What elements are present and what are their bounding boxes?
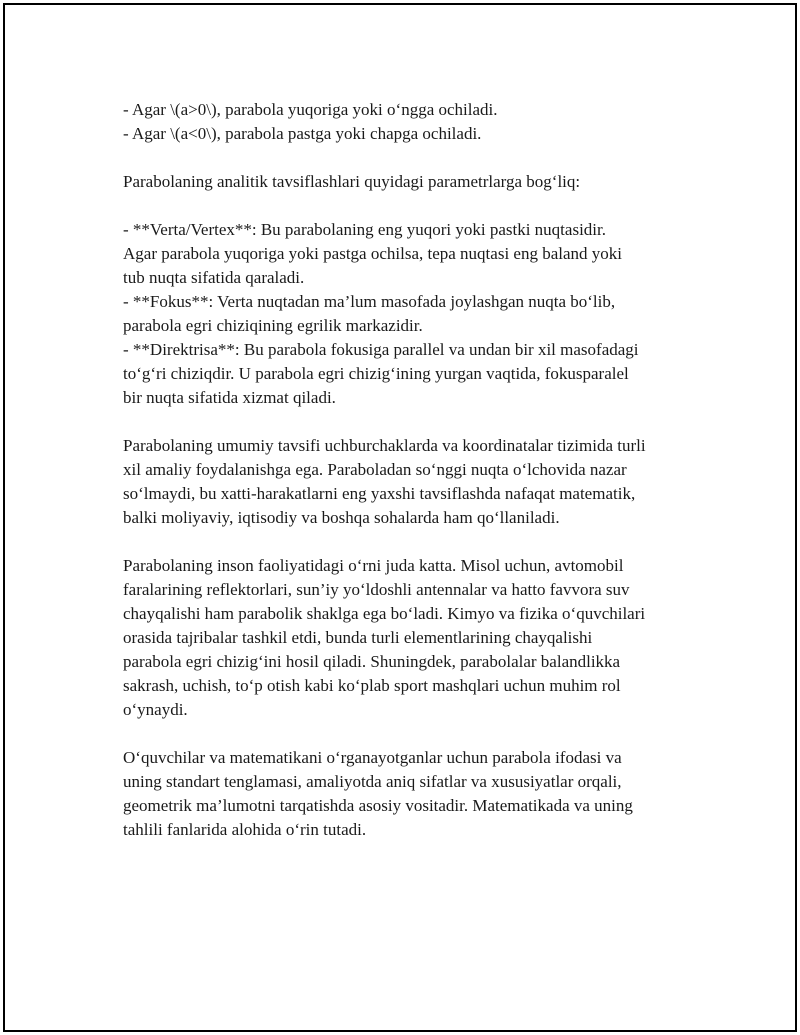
- text-line: - **Verta/Vertex**: Bu parabolaning eng yuqori yoki pastki nuqtasidir.: [123, 220, 606, 239]
- text-line: so‘lmaydi, bu xatti-harakatlarni eng yaxshi tavsiflashda nafaqat matematik,: [123, 484, 636, 503]
- text-line: to‘g‘ri chiziqdir. U parabola egri chizig‘ining yurgan vaqtida, fokusparalel: [123, 364, 629, 383]
- paragraph-conclusion: [123, 746, 703, 842]
- text-line: uning standart tenglamasi, amaliyotda aniq sifatlar va xususiyatlar orqali,: [123, 772, 622, 791]
- text-line: orasida tajribalar tashkil etdi, bunda turli elementlarining chayqalishi: [123, 628, 593, 647]
- text-line: tub nuqta sifatida qaraladi.: [123, 268, 305, 287]
- paragraph-opening-direction: [123, 98, 703, 146]
- text-line: - **Fokus**: Verta nuqtadan ma’lum masofada joylashgan nuqta bo‘lib,: [123, 292, 616, 311]
- paragraph-general-description: [123, 434, 703, 530]
- text-line: - Agar \(a>0\), parabola yuqoriga yoki o‘ngga ochiladi.: [123, 100, 498, 119]
- text-line: xil amaliy foydalanishga ega. Paraboladan so‘nggi nuqta o‘lchovida nazar: [123, 460, 627, 479]
- text-line: chayqalishi ham parabolik shaklga ega bo‘ladi. Kimyo va fizika o‘quvchilari: [123, 604, 646, 623]
- text-line: Agar parabola yuqoriga yoki pastga ochilsa, tepa nuqtasi eng baland yoki: [123, 244, 622, 263]
- paragraph-human-activity: [123, 554, 703, 722]
- text-line: geometrik ma’lumotni tarqatishda asosiy vositadir. Matematikada va uning: [123, 796, 633, 815]
- text-line: O‘quvchilar va matematikani o‘rganayotganlar uchun parabola ifodasi va: [123, 748, 622, 767]
- text-line: parabola egri chizig‘ini hosil qiladi. Shuningdek, parabolalar balandlikka: [123, 652, 621, 671]
- paragraph-parameters-list: [123, 218, 703, 410]
- text-line: Parabolaning umumiy tavsifi uchburchaklarda va koordinatalar tizimida turli: [123, 436, 646, 455]
- text-line: - Agar \(a<0\), parabola pastga yoki chapga ochiladi.: [123, 124, 482, 143]
- page-frame: [3, 3, 797, 1032]
- text-line: o‘ynaydi.: [123, 700, 188, 719]
- text-line: Parabolaning inson faoliyatidagi o‘rni juda katta. Misol uchun, avtomobil: [123, 556, 624, 575]
- text-line: Parabolaning analitik tavsiflashlari quyidagi parametrlarga bog‘liq:: [123, 172, 581, 191]
- text-line: - **Direktrisa**: Bu parabola fokusiga parallel va undan bir xil masofadagi: [123, 340, 639, 359]
- text-line: sakrash, uchish, to‘p otish kabi ko‘plab sport mashqlari uchun muhim rol: [123, 676, 621, 695]
- text-line: balki moliyaviy, iqtisodiy va boshqa sohalarda ham qo‘llaniladi.: [123, 508, 560, 527]
- text-line: bir nuqta sifatida xizmat qiladi.: [123, 388, 336, 407]
- text-line: tahlili fanlarida alohida o‘rin tutadi.: [123, 820, 367, 839]
- document-body: [123, 98, 703, 866]
- text-line: faralarining reflektorlari, sun’iy yo‘ldoshli antennalar va hatto favvora suv: [123, 580, 630, 599]
- paragraph-analytic-intro: [123, 170, 703, 194]
- text-line: parabola egri chiziqining egrilik markazidir.: [123, 316, 423, 335]
